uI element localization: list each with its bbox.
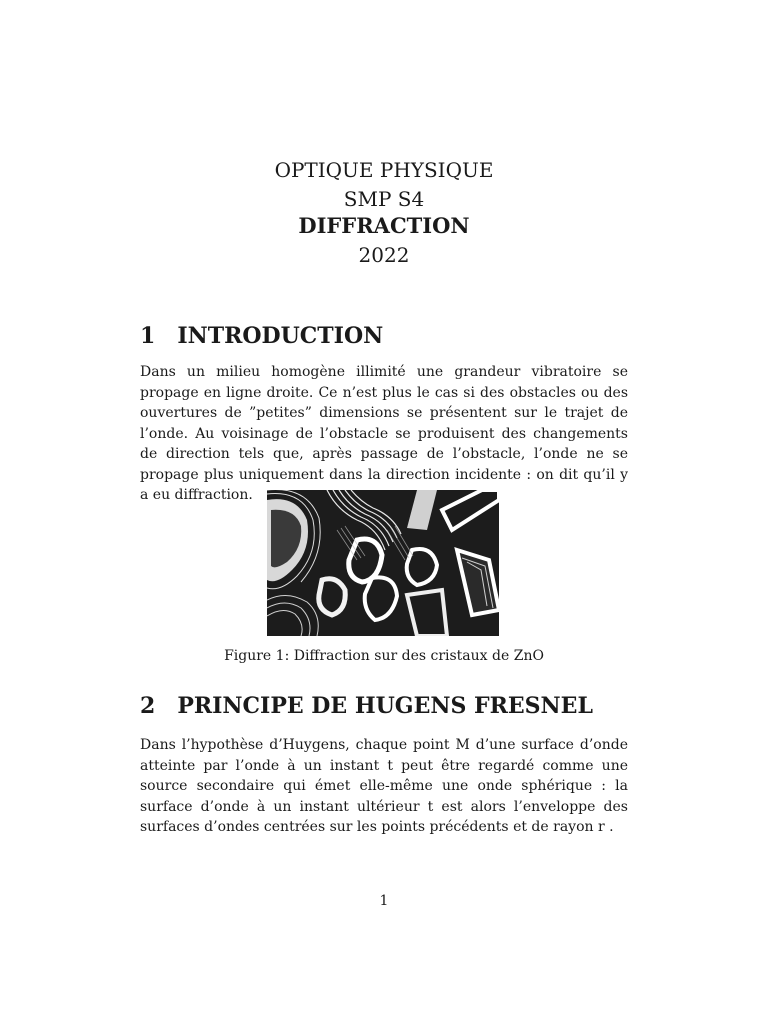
section-title: INTRODUCTION [177,323,384,349]
section-number: 1 [140,323,156,349]
huygens-paragraph: Dans l’hypothèse d’Huygens, chaque point M d’une surface d’onde atteinte par l’onde à un instant t peut être regardé comme une source secondaire qui émet elle-même une onde sphérique : la surface d’onde à un instant ultérieur t est alors l’enveloppe des surfaces d’ondes centrées sur les points précédents et de rayon r . [140,737,628,835]
document-year: 2022 [358,243,410,267]
course-level: SMP S4 [343,187,425,211]
section-title: PRINCIPE DE HUGENS FRESNEL [177,693,593,719]
section-heading-principe [140,693,593,719]
course-title: OPTIQUE PHYSIQUE [274,158,494,182]
section-heading-introduction [140,323,383,349]
document-topic: DIFFRACTION [298,213,470,238]
introduction-paragraph: Dans un milieu homogène illimité une grandeur vibratoire se propage en ligne droite. Ce n’est plus le cas si des obstacles ou des ouvertures de ”petites” dimensions se présentent sur le trajet de l’onde. Au voisinage de l’obstacle se produisent des changements de direction tels que, après passage de l’obstacle, l’onde ne se propage plus uniquement dans la direction incidente : on dit qu’il y a eu diffraction. [140,364,628,503]
diffraction-figure-image [267,490,499,636]
section-number: 2 [140,693,156,719]
figure-caption: Figure 1: Diffraction sur des cristaux de ZnO [224,648,544,664]
page-number: 1 [379,893,389,909]
zno-crystal-diffraction-picture [267,490,499,636]
